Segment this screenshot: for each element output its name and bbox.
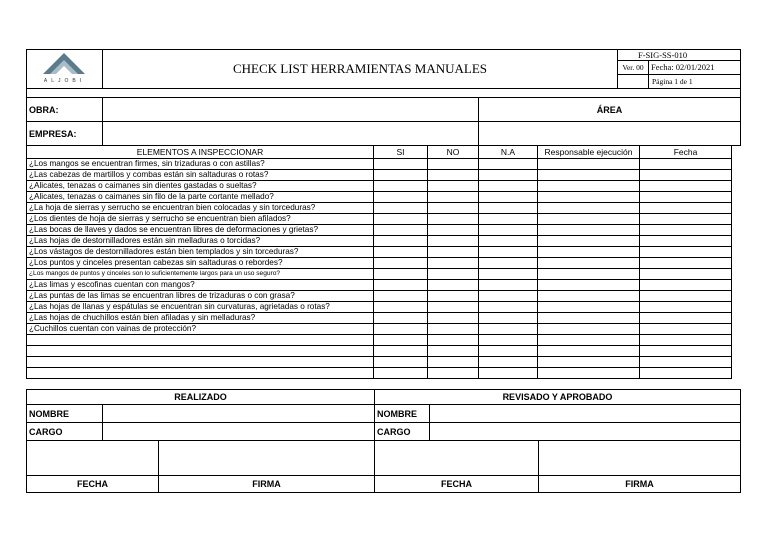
- nombre-field-revisado[interactable]: [429, 404, 741, 423]
- inspection-item: ¿Las hojas de destornilladores están sin melladuras o torcidas?: [27, 236, 374, 247]
- page-number: Página 1 de 1: [648, 74, 741, 89]
- inspection-item: ¿Los mangos se encuentran firmes, sin trizaduras o con astillas?: [27, 159, 374, 170]
- fecha-cell[interactable]: [640, 236, 732, 247]
- fecha-cell[interactable]: [640, 192, 732, 203]
- logo-text: ALJOBI: [43, 78, 86, 84]
- table-row: [27, 269, 732, 280]
- table-row: [27, 324, 732, 335]
- area-field[interactable]: [478, 121, 741, 146]
- inspection-item: ¿Las limas y escofinas cuentan con mangos?: [27, 280, 374, 291]
- si-cell[interactable]: [374, 368, 428, 379]
- fecha-cell[interactable]: [640, 346, 732, 357]
- no-cell[interactable]: [428, 324, 479, 335]
- column-header: ELEMENTOS A INSPECCIONAR: [27, 146, 374, 159]
- no-cell[interactable]: [428, 159, 479, 170]
- responsable-cell[interactable]: [538, 170, 640, 181]
- inspection-item: ¿Las cabezas de martillos y combas están sin saltaduras o rotas?: [27, 170, 374, 181]
- fecha-cell[interactable]: [640, 159, 732, 170]
- inspection-item: ¿Los puntos y cinceles presentan cabezas sin saltaduras o rebordes?: [27, 258, 374, 269]
- nombre-label-revisado: NOMBRE: [374, 404, 430, 423]
- table-row: [27, 225, 732, 236]
- fecha-cell[interactable]: [640, 170, 732, 181]
- responsable-cell[interactable]: [538, 159, 640, 170]
- si-cell[interactable]: [374, 192, 428, 203]
- fecha-cell[interactable]: [640, 203, 732, 214]
- si-cell[interactable]: [374, 214, 428, 225]
- inspection-item: ¿La hoja de sierras y serrucho se encuentran bien colocadas y sin torceduras?: [27, 203, 374, 214]
- fecha-cell[interactable]: [640, 225, 732, 236]
- table-row: [27, 181, 732, 192]
- fecha-cell[interactable]: [640, 247, 732, 258]
- no-cell[interactable]: [428, 302, 479, 313]
- si-cell[interactable]: [374, 247, 428, 258]
- inspection-item: ¿Las hojas de chuchillos están bien afiladas y sin melladuras?: [27, 313, 374, 324]
- responsable-cell[interactable]: [538, 214, 640, 225]
- column-header: N.A: [479, 146, 538, 159]
- responsable-cell[interactable]: [538, 280, 640, 291]
- column-header: NO: [428, 146, 479, 159]
- inspection-item: ¿Los dientes de hoja de sierras y serrucho se encuentran bien afilados?: [27, 214, 374, 225]
- fecha-cell[interactable]: [640, 313, 732, 324]
- fecha-cell[interactable]: [640, 214, 732, 225]
- column-header: Responsable ejecución: [538, 146, 640, 159]
- no-cell[interactable]: [428, 357, 479, 368]
- table-row: [27, 280, 732, 291]
- na-cell[interactable]: [479, 214, 538, 225]
- fecha-box-realizado[interactable]: [26, 440, 159, 476]
- document-code: F-SIG-SS-010: [617, 49, 741, 61]
- si-cell[interactable]: [374, 258, 428, 269]
- no-cell[interactable]: [428, 203, 479, 214]
- si-cell[interactable]: [374, 225, 428, 236]
- na-cell[interactable]: [479, 280, 538, 291]
- fecha-cell[interactable]: [640, 335, 732, 346]
- fecha-cell[interactable]: [640, 302, 732, 313]
- si-cell[interactable]: [374, 170, 428, 181]
- table-row: [27, 302, 732, 313]
- inspection-item: [27, 357, 374, 368]
- na-cell[interactable]: [479, 313, 538, 324]
- no-cell[interactable]: [428, 269, 479, 280]
- inspection-item: ¿Alicates, tenazas o caimanes sin filo de la parte cortante mellado?: [27, 192, 374, 203]
- inspection-item: [27, 335, 374, 346]
- na-cell[interactable]: [479, 269, 538, 280]
- na-cell[interactable]: [479, 181, 538, 192]
- si-cell[interactable]: [374, 269, 428, 280]
- checklist-body: [27, 159, 732, 379]
- si-cell[interactable]: [374, 324, 428, 335]
- no-cell[interactable]: [428, 181, 479, 192]
- na-cell[interactable]: [479, 291, 538, 302]
- realizado-header: REALIZADO: [26, 389, 375, 405]
- si-cell[interactable]: [374, 302, 428, 313]
- fecha-cell[interactable]: [640, 368, 732, 379]
- responsable-cell[interactable]: [538, 324, 640, 335]
- na-cell[interactable]: [479, 170, 538, 181]
- na-cell[interactable]: [479, 357, 538, 368]
- responsable-cell[interactable]: [538, 225, 640, 236]
- responsable-cell[interactable]: [538, 192, 640, 203]
- inspection-item: [27, 368, 374, 379]
- table-row: [27, 214, 732, 225]
- column-header: Fecha: [640, 146, 732, 159]
- firma-label-realizado: FIRMA: [158, 475, 375, 493]
- no-cell[interactable]: [428, 225, 479, 236]
- no-cell[interactable]: [428, 214, 479, 225]
- no-cell[interactable]: [428, 291, 479, 302]
- na-cell[interactable]: [479, 346, 538, 357]
- na-cell[interactable]: [479, 302, 538, 313]
- inspection-item: ¿Los vástagos de destornilladores están bien templados y sin torceduras?: [27, 247, 374, 258]
- table-row: [27, 357, 732, 368]
- table-row: [27, 368, 732, 379]
- si-cell[interactable]: [374, 357, 428, 368]
- responsable-cell[interactable]: [538, 247, 640, 258]
- responsable-cell[interactable]: [538, 258, 640, 269]
- na-cell[interactable]: [479, 192, 538, 203]
- cargo-label-realizado: CARGO: [26, 422, 103, 441]
- responsable-cell[interactable]: [538, 269, 640, 280]
- table-row: [27, 335, 732, 346]
- obra-field[interactable]: [102, 97, 479, 122]
- si-cell[interactable]: [374, 346, 428, 357]
- table-row: [27, 291, 732, 302]
- table-row: [27, 159, 732, 170]
- inspection-item: ¿Los mangos de puntos y cinceles son lo suficientemente largos para un uso seguro?: [27, 269, 374, 280]
- na-cell[interactable]: [479, 368, 538, 379]
- table-row: [27, 192, 732, 203]
- na-cell[interactable]: [479, 335, 538, 346]
- fecha-cell[interactable]: [640, 357, 732, 368]
- na-cell[interactable]: [479, 324, 538, 335]
- fecha-cell[interactable]: [640, 324, 732, 335]
- fecha-label-realizado: FECHA: [26, 475, 159, 493]
- fecha-cell[interactable]: [640, 181, 732, 192]
- si-cell[interactable]: [374, 159, 428, 170]
- table-row: [27, 313, 732, 324]
- no-cell[interactable]: [428, 236, 479, 247]
- no-cell[interactable]: [428, 170, 479, 181]
- revisado-header: REVISADO Y APROBADO: [374, 389, 741, 405]
- no-cell[interactable]: [428, 368, 479, 379]
- si-cell[interactable]: [374, 181, 428, 192]
- fecha-cell[interactable]: [640, 280, 732, 291]
- inspection-item: ¿Las puntas de las limas se encuentran libres de trizaduras o con grasa?: [27, 291, 374, 302]
- fecha-cell[interactable]: [640, 258, 732, 269]
- firma-box-realizado[interactable]: [158, 440, 375, 476]
- cargo-field-realizado[interactable]: [102, 422, 375, 441]
- header-logo-cell: [26, 49, 103, 89]
- no-cell[interactable]: [428, 247, 479, 258]
- nombre-field-realizado[interactable]: [102, 404, 375, 423]
- table-row: [27, 170, 732, 181]
- inspection-item: ¿Las bocas de llaves y dados se encuentran libres de deformaciones y grietas?: [27, 225, 374, 236]
- responsable-cell[interactable]: [538, 346, 640, 357]
- responsable-cell[interactable]: [538, 335, 640, 346]
- no-cell[interactable]: [428, 335, 479, 346]
- cargo-field-revisado[interactable]: [429, 422, 741, 441]
- inspection-item: ¿Alicates, tenazas o caimanes sin dientes gastadas o sueltas?: [27, 181, 374, 192]
- area-label: ÁREA: [478, 97, 741, 122]
- empresa-label: EMPRESA:: [26, 121, 103, 146]
- column-header: SI: [374, 146, 428, 159]
- si-cell[interactable]: [374, 313, 428, 324]
- responsable-cell[interactable]: [538, 291, 640, 302]
- checklist-table: [26, 145, 732, 379]
- no-cell[interactable]: [428, 258, 479, 269]
- fecha-label-revisado: FECHA: [374, 475, 539, 493]
- document-date: Fecha: 02/01/2021: [648, 60, 741, 75]
- table-row: [27, 203, 732, 214]
- no-cell[interactable]: [428, 313, 479, 324]
- si-cell[interactable]: [374, 203, 428, 214]
- inspection-item: ¿Cuchillos cuentan con vainas de protección?: [27, 324, 374, 335]
- si-cell[interactable]: [374, 335, 428, 346]
- responsable-cell[interactable]: [538, 368, 640, 379]
- fecha-box-revisado[interactable]: [374, 440, 539, 476]
- nombre-label-realizado: NOMBRE: [26, 404, 103, 423]
- si-cell[interactable]: [374, 236, 428, 247]
- na-cell[interactable]: [479, 247, 538, 258]
- fecha-cell[interactable]: [640, 291, 732, 302]
- version-label: Ver. 00: [617, 60, 649, 75]
- fecha-cell[interactable]: [640, 269, 732, 280]
- no-cell[interactable]: [428, 346, 479, 357]
- obra-label: OBRA:: [26, 97, 103, 122]
- table-row: [27, 346, 732, 357]
- table-row: [27, 258, 732, 269]
- na-cell[interactable]: [479, 159, 538, 170]
- document-title: CHECK LIST HERRAMIENTAS MANUALES: [102, 49, 618, 89]
- na-cell[interactable]: [479, 236, 538, 247]
- firma-label-revisado: FIRMA: [538, 475, 741, 493]
- inspection-item: ¿Las hojas de llanas y espátulas se encuentran sin curvaturas, agrietadas o rotas?: [27, 302, 374, 313]
- no-cell[interactable]: [428, 280, 479, 291]
- na-cell[interactable]: [479, 258, 538, 269]
- si-cell[interactable]: [374, 291, 428, 302]
- na-cell[interactable]: [479, 203, 538, 214]
- table-header-row: [27, 146, 732, 159]
- responsable-cell[interactable]: [538, 181, 640, 192]
- cargo-label-revisado: CARGO: [374, 422, 430, 441]
- responsable-cell[interactable]: [538, 236, 640, 247]
- si-cell[interactable]: [374, 280, 428, 291]
- responsable-cell[interactable]: [538, 313, 640, 324]
- table-row: [27, 236, 732, 247]
- table-row: [27, 247, 732, 258]
- firma-box-revisado[interactable]: [538, 440, 741, 476]
- responsable-cell[interactable]: [538, 357, 640, 368]
- empresa-field[interactable]: [102, 121, 479, 146]
- no-cell[interactable]: [428, 192, 479, 203]
- inspection-item: [27, 346, 374, 357]
- na-cell[interactable]: [479, 225, 538, 236]
- responsable-cell[interactable]: [538, 203, 640, 214]
- responsable-cell[interactable]: [538, 302, 640, 313]
